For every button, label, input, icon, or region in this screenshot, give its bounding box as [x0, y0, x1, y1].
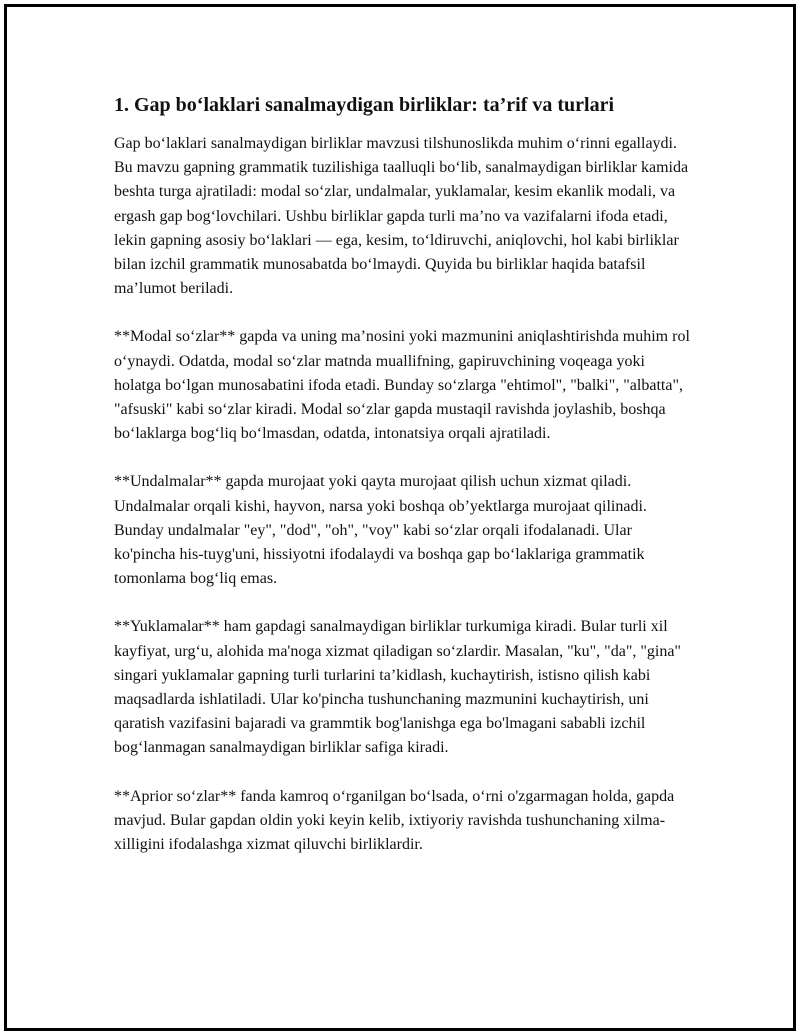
document-title: 1. Gap bo‘laklari sanalmaydigan birliklar: ta’rif va turlari: [114, 94, 615, 116]
document-body: [114, 92, 694, 881]
paragraph-vocatives: **Undalmalar** gapda murojaat yoki qayta murojaat qilish uchun xizmat qiladi. Undalmalar orqali kishi, hayvon, narsa yoki boshqa ob’yektlarga murojaat qilinadi. Bunday undalmalar "ey", "dod", "oh", "voy" kabi so‘zlar orqali ifodalanadi. Ular ko'pincha his-tuyg'uni, hissiyotni ifodalaydi va boshqa gap bo‘laklariga grammatik tomonlama bog‘liq emas.: [114, 473, 647, 588]
paragraph-aprior-words: **Aprior so‘zlar** fanda kamroq o‘rganilgan bo‘lsada, o‘rni o'zgarmagan holda, gapda mavjud. Bular gapdan oldin yoki keyin kelib, ixtiyoriy ravishda tushunchaning xilma-xilligini ifodalashga xizmat qiluvchi birliklardir.: [114, 787, 675, 854]
paragraph-modal-words: **Modal so‘zlar** gapda va uning ma’nosini yoki mazmunini aniqlashtirishda muhim rol o‘ynaydi. Odatda, modal so‘zlar matnda muallifning, gapiruvchining voqeaga yoki holatga bo‘lgan munosabatini ifoda etadi. Bunday so‘zlarga "ehtimol", "balki", "albatta", "afsuski" kabi so‘zlar kiradi. Modal so‘zlar gapda mustaqil ravishda joylashib, boshqa bo‘laklarga bog‘liq bo‘lmasdan, odatda, intonatsiya orqali ajratiladi.: [114, 328, 690, 443]
paragraph-particles: **Yuklamalar** ham gapdagi sanalmaydigan birliklar turkumiga kiradi. Bular turli xil kayfiyat, urg‘u, alohida ma'noga xizmat qiladigan so‘zlardir. Masalan, "ku", "da", "gina" singari yuklamalar gapning turli turlarini ta’kidlash, kuchaytirish, istisno qilish kabi maqsadlarda ishlatiladi. Ular ko'pincha tushunchaning mazmunini kuchaytirish, uni qaratish vazifasini bajaradi va grammtik bog'lanishga ega bo'lmagani sababli izchil bog‘lanmagan sanalmaydigan birliklar safiga kiradi.: [114, 618, 681, 757]
paragraph-intro: Gap bo‘laklari sanalmaydigan birliklar mavzusi tilshunoslikda muhim o‘rinni egallaydi. Bu mavzu gapning grammatik tuzilishiga taalluqli bo‘lib, sanalmaydigan birliklar kamida beshta turga ajratiladi: modal so‘zlar, undalmalar, yuklamalar, kesim ekanlik modali, va ergash gap bog‘lovchilari. Ushbu birliklar gapda turli ma’no va vazifalarni ifoda etadi, lekin gapning asosiy bo‘laklari — ega, kesim, to‘ldiruvchi, aniqlovchi, hol kabi birliklar bilan izchil grammatik munosabatda bo‘lmaydi. Quyida bu birliklar haqida batafsil ma’lumot beriladi.: [114, 135, 689, 298]
